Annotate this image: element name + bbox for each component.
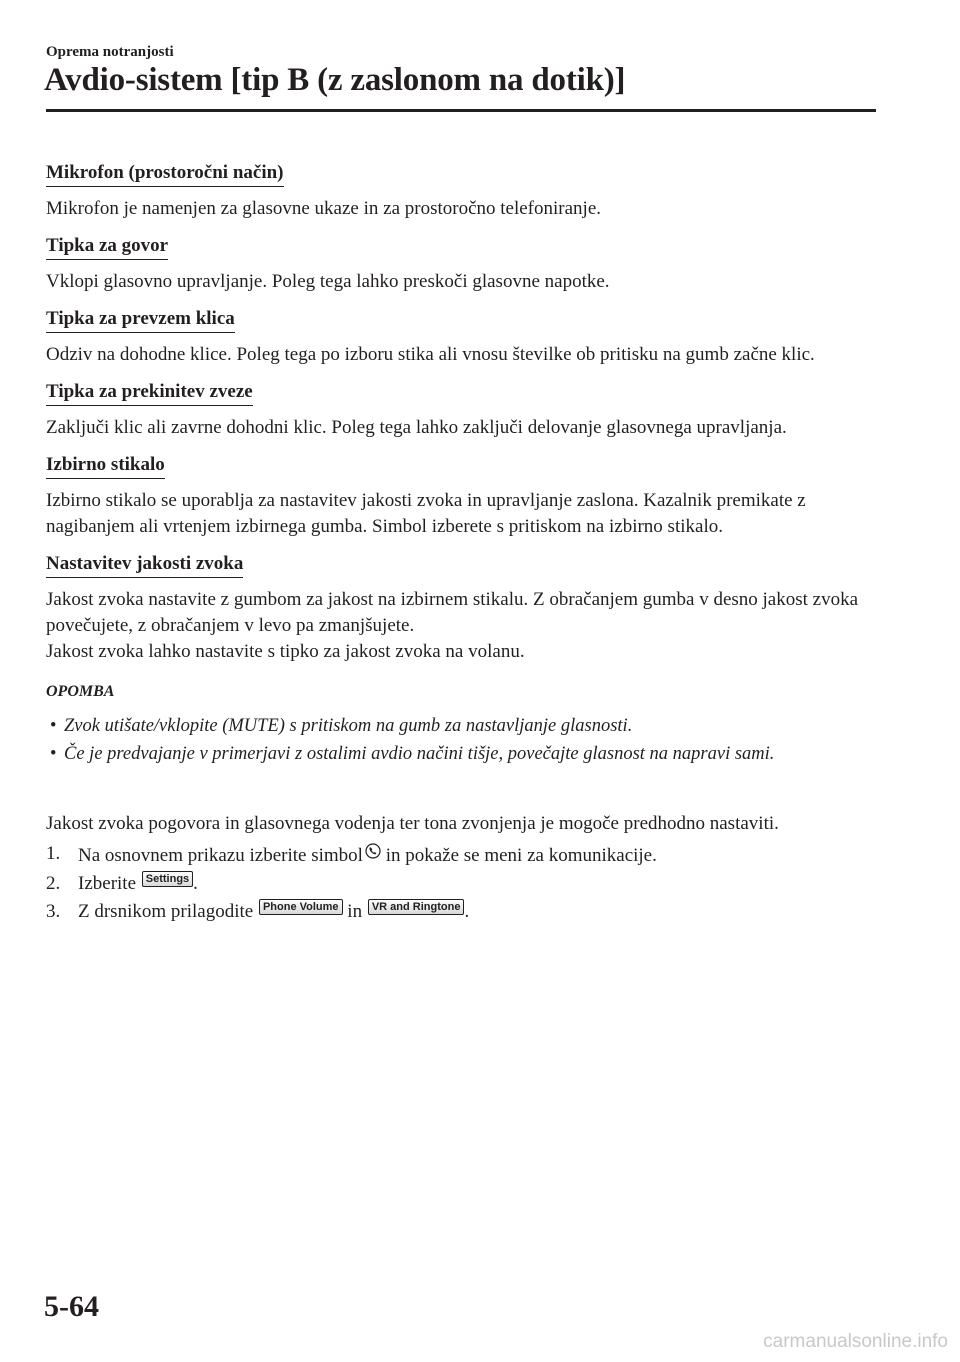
page-number: 5-64 bbox=[44, 1290, 99, 1323]
list-item bbox=[46, 871, 876, 897]
note-text: Zvok utišate/vklopite (MUTE) s pritiskom na gumb za nastavljanje glasnosti. bbox=[64, 716, 633, 736]
note-label: OPOMBA bbox=[46, 683, 115, 700]
section-text: Mikrofon je namenjen za glasovne ukaze in za prostoročno telefoniranje. bbox=[46, 198, 602, 219]
section-microphone bbox=[46, 160, 876, 222]
note-text: Če je predvajanje v primerjavi z ostalimi avdio načini tišje, povečajte glasnost na napravi sami. bbox=[64, 744, 775, 764]
section-heading: Izbirno stikalo bbox=[46, 453, 165, 479]
note-list bbox=[46, 713, 876, 767]
vr-ringtone-button: VR and Ringtone bbox=[368, 899, 465, 915]
bullet-icon: • bbox=[50, 716, 57, 736]
intro-text: Jakost zvoka pogovora in glasovnega vodenja ter tona zvonjenja je mogoče predhodno nastaviti. bbox=[46, 813, 779, 834]
step-text: . bbox=[193, 873, 198, 894]
watermark: carmanualsonline.info bbox=[763, 1331, 948, 1352]
step-number: 1. bbox=[46, 843, 61, 864]
list-item bbox=[46, 841, 876, 869]
section-talk-button bbox=[46, 233, 876, 295]
section-heading: Tipka za prevzem klica bbox=[46, 307, 235, 333]
step-text: Izberite bbox=[78, 873, 141, 894]
section-volume-adjustment bbox=[46, 551, 876, 665]
step-text: Z drsnikom prilagodite bbox=[78, 901, 258, 922]
section-heading: Nastavitev jakosti zvoka bbox=[46, 552, 243, 578]
section-text: Izbirno stikalo se uporablja za nastavitev jakosti zvoka in upravljanje zaslona. Kazalnik premikate z nagibanjem ali vrtenjem izbirnega gumba. Simbol izberete s pritiskom na izbirno stikalo. bbox=[46, 490, 806, 537]
phone-volume-button: Phone Volume bbox=[259, 899, 343, 915]
step-text: in pokaže se meni za komunikacije. bbox=[380, 845, 657, 866]
section-hang-up-button bbox=[46, 379, 876, 441]
note-block bbox=[46, 679, 876, 767]
section-text bbox=[46, 587, 876, 665]
section-heading: Tipka za prekinitev zveze bbox=[46, 380, 253, 406]
section-text-line: Jakost zvoka nastavite z gumbom za jakost na izbirnem stikalu. Z obračanjem gumba v desno jakost zvoka povečujete, z obračanjem v levo pa zmanjšujete. bbox=[46, 589, 859, 636]
section-heading: Tipka za govor bbox=[46, 234, 168, 260]
page-title: Avdio-sistem [tip B (z zaslonom na dotik)] bbox=[44, 62, 626, 98]
phone-icon bbox=[365, 841, 381, 857]
document-content bbox=[46, 160, 876, 927]
section-text: Zaključi klic ali zavrne dohodni klic. Poleg tega lahko zaključi delovanje glasovnega upravljanja. bbox=[46, 417, 787, 438]
step-text: Na osnovnem prikazu izberite simbol bbox=[78, 845, 363, 866]
settings-button: Settings bbox=[142, 871, 193, 887]
list-item bbox=[46, 741, 876, 767]
step-number: 3. bbox=[46, 901, 61, 922]
step-text: . bbox=[464, 901, 470, 922]
section-text: Odziv na dohodne klice. Poleg tega po izboru stika ali vnosu številke ob pritisku na gumb začne klic. bbox=[46, 344, 815, 365]
list-item bbox=[46, 713, 876, 739]
section-commander-switch bbox=[46, 452, 876, 540]
section-text: Vklopi glasovno upravljanje. Poleg tega lahko preskoči glasovne napotke. bbox=[46, 271, 610, 292]
section-heading: Mikrofon (prostoročni način) bbox=[46, 161, 284, 187]
section-text-line: Jakost zvoka lahko nastavite s tipko za jakost zvoka na volanu. bbox=[46, 641, 525, 662]
step-text: in bbox=[342, 901, 367, 922]
chapter-label: Oprema notranjosti bbox=[46, 44, 174, 60]
section-pick-up-button bbox=[46, 306, 876, 368]
steps-list bbox=[46, 841, 876, 925]
list-item bbox=[46, 899, 876, 925]
title-divider bbox=[46, 109, 876, 112]
bullet-icon: • bbox=[50, 744, 57, 764]
step-number: 2. bbox=[46, 873, 61, 894]
